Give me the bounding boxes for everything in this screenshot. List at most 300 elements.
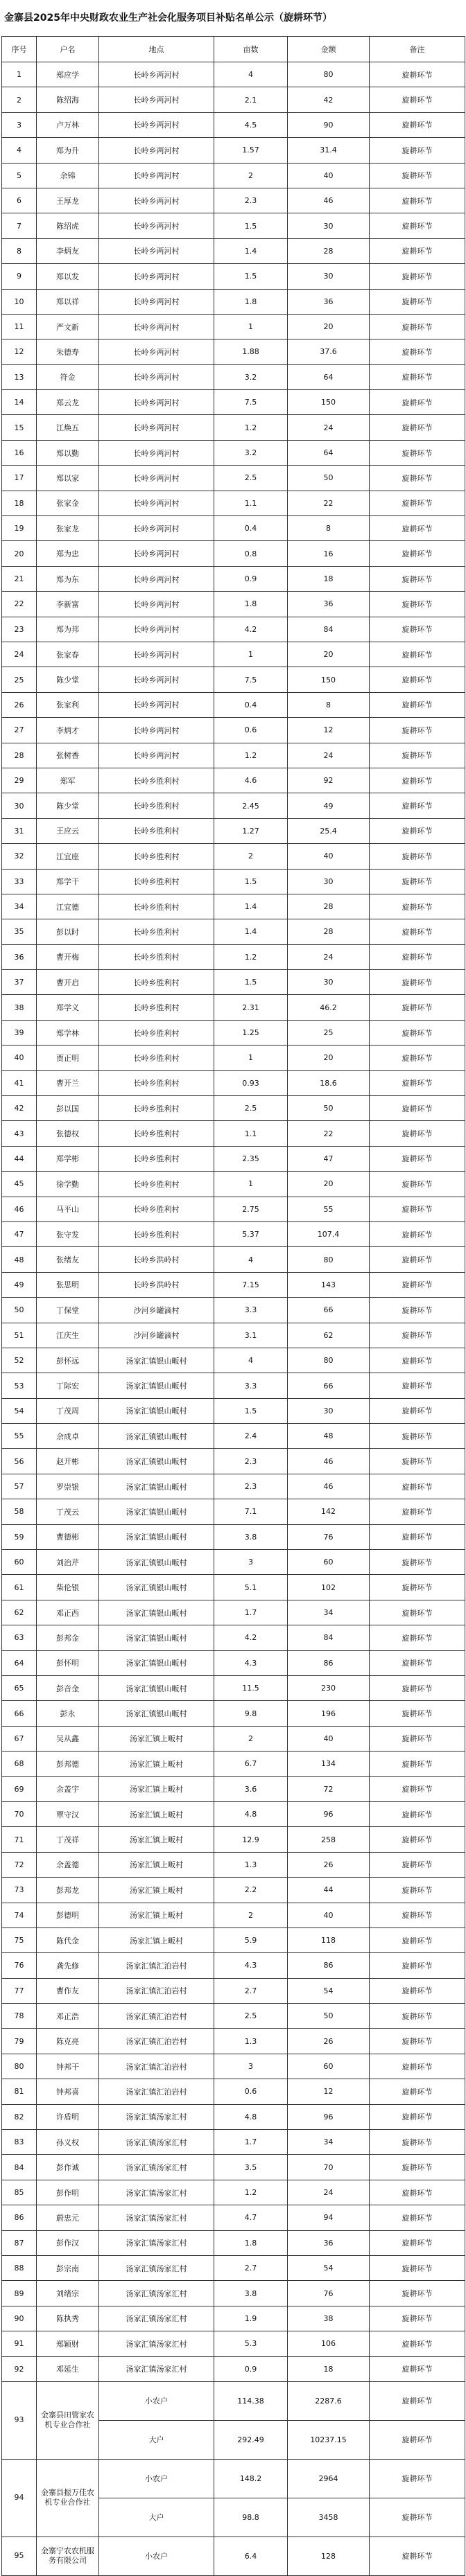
row-note: 旋耕环节 <box>370 466 465 491</box>
table-row <box>2 1172 465 1197</box>
row-name: 罗崇银 <box>37 1474 99 1499</box>
row-name: 李炳才 <box>37 718 99 743</box>
row-note: 旋耕环节 <box>370 844 465 869</box>
row-index: 76 <box>2 1953 37 1978</box>
table-row <box>2 1550 465 1575</box>
row-note: 旋耕环节 <box>370 2029 465 2054</box>
row-amount: 30 <box>288 1398 370 1423</box>
row-mu: 9.8 <box>214 1701 288 1726</box>
row-mu: 1.7 <box>214 1600 288 1625</box>
row-amount: 54 <box>288 1978 370 2003</box>
row-note: 旋耕环节 <box>370 1600 465 1625</box>
row-index: 65 <box>2 1676 37 1701</box>
row-note: 旋耕环节 <box>370 516 465 541</box>
row-place: 长岭乡胜利村 <box>99 1020 214 1045</box>
row-amount: 106 <box>288 2331 370 2356</box>
row-name: 彭作明 <box>37 2180 99 2205</box>
row-amount: 96 <box>288 1801 370 1826</box>
row-index: 21 <box>2 566 37 591</box>
row-mu: 2 <box>214 1903 288 1927</box>
row-name: 彭宗南 <box>37 2255 99 2280</box>
row-mu: 1.5 <box>214 970 288 995</box>
table-row <box>2 1978 465 2003</box>
row-mu: 3.2 <box>214 440 288 465</box>
row-mu: 5.3 <box>214 2331 288 2356</box>
header-place: 地点 <box>99 37 214 62</box>
group-sub-amount: 2287.6 <box>288 2381 370 2420</box>
row-amount: 24 <box>288 2180 370 2205</box>
row-index: 11 <box>2 314 37 339</box>
row-amount: 20 <box>288 1172 370 1197</box>
row-note: 旋耕环节 <box>370 1701 465 1726</box>
row-note: 旋耕环节 <box>370 667 465 692</box>
row-index: 67 <box>2 1726 37 1751</box>
table-row <box>2 289 465 314</box>
row-amount: 36 <box>288 289 370 314</box>
row-mu: 0.4 <box>214 692 288 717</box>
row-note: 旋耕环节 <box>370 491 465 515</box>
row-mu: 3.3 <box>214 1298 288 1323</box>
row-note: 旋耕环节 <box>370 62 465 87</box>
row-place: 长岭乡两河村 <box>99 541 214 566</box>
row-amount: 64 <box>288 364 370 389</box>
row-name: 朱德寿 <box>37 339 99 364</box>
table-row <box>2 818 465 843</box>
row-amount: 22 <box>288 491 370 515</box>
row-amount: 47 <box>288 1146 370 1171</box>
row-amount: 24 <box>288 944 370 969</box>
row-mu: 1.1 <box>214 1121 288 1146</box>
row-note: 旋耕环节 <box>370 2255 465 2280</box>
row-mu: 2.7 <box>214 1978 288 2003</box>
row-note: 旋耕环节 <box>370 1676 465 1701</box>
row-name: 卢万林 <box>37 112 99 137</box>
row-name: 许盾明 <box>37 2104 99 2129</box>
row-place: 长岭乡两河村 <box>99 87 214 112</box>
row-place: 汤家汇镇汤家汇村 <box>99 2356 214 2381</box>
row-place: 长岭乡两河村 <box>99 566 214 591</box>
row-place: 长岭乡两河村 <box>99 592 214 617</box>
row-name: 张家春 <box>37 642 99 667</box>
row-index: 54 <box>2 1398 37 1423</box>
row-place: 长岭乡两河村 <box>99 314 214 339</box>
row-amount: 50 <box>288 1096 370 1121</box>
row-name: 江焕五 <box>37 415 99 440</box>
header-amount: 金额 <box>288 37 370 62</box>
group-row <box>2 2537 465 2575</box>
row-name: 郑以家 <box>37 466 99 491</box>
group-name: 金寨县田管家农机专业合作社 <box>37 2381 99 2459</box>
table-row <box>2 1878 465 1903</box>
row-place: 长岭乡胜利村 <box>99 869 214 894</box>
row-place: 汤家汇镇银山畈村 <box>99 1575 214 1600</box>
row-amount: 31.4 <box>288 138 370 163</box>
row-index: 37 <box>2 970 37 995</box>
row-name: 钟邦喜 <box>37 2079 99 2104</box>
row-name: 柴伦银 <box>37 1575 99 1600</box>
group-row <box>2 2381 465 2420</box>
row-index: 61 <box>2 1575 37 1600</box>
row-place: 长岭乡胜利村 <box>99 1172 214 1197</box>
row-place: 汤家汇镇汇泊岩村 <box>99 2054 214 2079</box>
table-row <box>2 364 465 389</box>
row-place: 长岭乡洪岭村 <box>99 1272 214 1297</box>
row-mu: 1.57 <box>214 138 288 163</box>
row-note: 旋耕环节 <box>370 1953 465 1978</box>
row-index: 78 <box>2 2004 37 2029</box>
row-index: 20 <box>2 541 37 566</box>
row-index: 8 <box>2 238 37 263</box>
row-place: 长岭乡两河村 <box>99 238 214 263</box>
row-index: 45 <box>2 1172 37 1197</box>
row-amount: 142 <box>288 1499 370 1524</box>
group-index: 94 <box>2 2459 37 2537</box>
table-row <box>2 1752 465 1776</box>
row-place: 长岭乡两河村 <box>99 667 214 692</box>
row-place: 汤家汇镇汤家汇村 <box>99 2180 214 2205</box>
row-name: 曹开启 <box>37 970 99 995</box>
row-mu: 11.5 <box>214 1676 288 1701</box>
row-amount: 230 <box>288 1676 370 1701</box>
row-name: 丁保堂 <box>37 1298 99 1323</box>
row-place: 长岭乡胜利村 <box>99 995 214 1020</box>
table-row <box>2 1827 465 1852</box>
row-place: 汤家汇镇汇泊岩村 <box>99 2004 214 2029</box>
row-place: 长岭乡胜利村 <box>99 1070 214 1095</box>
row-mu: 7.15 <box>214 1272 288 1297</box>
table-row <box>2 2104 465 2129</box>
row-index: 70 <box>2 1801 37 1826</box>
row-amount: 16 <box>288 541 370 566</box>
row-place: 汤家汇镇银山畈村 <box>99 1650 214 1675</box>
group-row <box>2 2459 465 2498</box>
table-row <box>2 1398 465 1423</box>
row-index: 66 <box>2 1701 37 1726</box>
row-name: 江宜德 <box>37 894 99 919</box>
row-name: 覃守汉 <box>37 1801 99 1826</box>
row-place: 长岭乡胜利村 <box>99 1121 214 1146</box>
row-amount: 40 <box>288 163 370 188</box>
row-note: 旋耕环节 <box>370 2155 465 2180</box>
row-amount: 8 <box>288 516 370 541</box>
row-name: 丁际宏 <box>37 1373 99 1398</box>
row-index: 7 <box>2 213 37 238</box>
group-index: 95 <box>2 2537 37 2575</box>
group-name: 金寨宁农农机服务有限公司 <box>37 2537 99 2575</box>
row-index: 39 <box>2 1020 37 1045</box>
table-row <box>2 1070 465 1095</box>
row-mu: 2.7 <box>214 2255 288 2280</box>
row-index: 43 <box>2 1121 37 1146</box>
row-place: 长岭乡两河村 <box>99 466 214 491</box>
row-name: 郑学义 <box>37 995 99 1020</box>
group-sub-type: 小农户 <box>99 2537 214 2575</box>
row-place: 汤家汇镇上畈村 <box>99 1801 214 1826</box>
row-name: 陈少堂 <box>37 793 99 818</box>
table-row <box>2 466 465 491</box>
row-index: 85 <box>2 2180 37 2205</box>
row-note: 旋耕环节 <box>370 264 465 289</box>
row-mu: 4 <box>214 62 288 87</box>
row-mu: 3 <box>214 1550 288 1575</box>
row-amount: 150 <box>288 667 370 692</box>
row-index: 79 <box>2 2029 37 2054</box>
row-mu: 2.2 <box>214 1878 288 1903</box>
row-note: 旋耕环节 <box>370 1827 465 1852</box>
row-name: 余成卓 <box>37 1424 99 1449</box>
row-index: 53 <box>2 1373 37 1398</box>
table-row <box>2 1298 465 1323</box>
row-note: 旋耕环节 <box>370 1625 465 1650</box>
row-mu: 4.6 <box>214 768 288 793</box>
row-mu: 4.8 <box>214 1801 288 1826</box>
row-place: 汤家汇镇汤家汇村 <box>99 2155 214 2180</box>
table-row <box>2 995 465 1020</box>
row-mu: 1.4 <box>214 894 288 919</box>
row-name: 张家龙 <box>37 516 99 541</box>
row-amount: 134 <box>288 1752 370 1776</box>
row-name: 刘治芹 <box>37 1550 99 1575</box>
row-amount: 50 <box>288 466 370 491</box>
table-row <box>2 2205 465 2230</box>
table-row <box>2 2306 465 2331</box>
row-place: 汤家汇镇上畈村 <box>99 1878 214 1903</box>
row-mu: 4.2 <box>214 617 288 642</box>
row-name: 张家利 <box>37 692 99 717</box>
row-note: 旋耕环节 <box>370 1903 465 1927</box>
table-row <box>2 2155 465 2180</box>
row-name: 彭怀明 <box>37 1650 99 1675</box>
row-mu: 2.75 <box>214 1197 288 1221</box>
row-amount: 25.4 <box>288 818 370 843</box>
row-mu: 1.5 <box>214 264 288 289</box>
row-name: 李炳友 <box>37 238 99 263</box>
row-mu: 4 <box>214 1247 288 1272</box>
row-note: 旋耕环节 <box>370 2104 465 2129</box>
row-note: 旋耕环节 <box>370 1247 465 1272</box>
row-index: 6 <box>2 188 37 213</box>
group-sub-mu: 114.38 <box>214 2381 288 2420</box>
table-row <box>2 1953 465 1978</box>
row-name: 陈绍海 <box>37 87 99 112</box>
row-amount: 90 <box>288 112 370 137</box>
row-amount: 66 <box>288 1298 370 1323</box>
row-mu: 1.5 <box>214 869 288 894</box>
row-mu: 0.9 <box>214 566 288 591</box>
row-mu: 4.7 <box>214 2205 288 2230</box>
row-amount: 76 <box>288 2281 370 2306</box>
row-amount: 34 <box>288 2130 370 2155</box>
row-amount: 38 <box>288 2306 370 2331</box>
row-place: 长岭乡胜利村 <box>99 1146 214 1171</box>
table-row <box>2 566 465 591</box>
row-mu: 1.8 <box>214 592 288 617</box>
row-place: 汤家汇镇上畈村 <box>99 1903 214 1927</box>
table-row <box>2 1020 465 1045</box>
table-row <box>2 2029 465 2054</box>
row-name: 陈少堂 <box>37 667 99 692</box>
row-name: 彭以国 <box>37 1096 99 1121</box>
row-amount: 34 <box>288 1600 370 1625</box>
row-amount: 28 <box>288 238 370 263</box>
row-place: 汤家汇镇上畈村 <box>99 1776 214 1801</box>
row-mu: 4 <box>214 1348 288 1373</box>
row-index: 4 <box>2 138 37 163</box>
table-row <box>2 62 465 87</box>
row-note: 旋耕环节 <box>370 793 465 818</box>
row-note: 旋耕环节 <box>370 1524 465 1549</box>
table-row <box>2 1046 465 1070</box>
row-place: 长岭乡两河村 <box>99 264 214 289</box>
row-note: 旋耕环节 <box>370 1096 465 1121</box>
row-index: 88 <box>2 2255 37 2280</box>
subsidy-table <box>1 36 465 2576</box>
row-note: 旋耕环节 <box>370 1978 465 2003</box>
row-note: 旋耕环节 <box>370 2205 465 2230</box>
group-sub-note: 旋耕环节 <box>370 2459 465 2498</box>
row-index: 74 <box>2 1903 37 1927</box>
table-row <box>2 793 465 818</box>
row-place: 汤家汇镇银山畈村 <box>99 1474 214 1499</box>
row-note: 旋耕环节 <box>370 415 465 440</box>
row-amount: 80 <box>288 1348 370 1373</box>
table-row <box>2 1701 465 1726</box>
row-mu: 1 <box>214 1172 288 1197</box>
row-place: 长岭乡两河村 <box>99 718 214 743</box>
row-note: 旋耕环节 <box>370 2054 465 2079</box>
table-row <box>2 2054 465 2079</box>
row-amount: 44 <box>288 1878 370 1903</box>
row-place: 汤家汇镇银山畈村 <box>99 1348 214 1373</box>
row-name: 严文新 <box>37 314 99 339</box>
row-amount: 18.6 <box>288 1070 370 1095</box>
row-name: 江宜座 <box>37 844 99 869</box>
row-note: 旋耕环节 <box>370 1801 465 1826</box>
row-place: 长岭乡胜利村 <box>99 1096 214 1121</box>
table-row <box>2 2230 465 2255</box>
table-row <box>2 1272 465 1297</box>
row-name: 彭邦德 <box>37 1752 99 1776</box>
row-name: 张思明 <box>37 1272 99 1297</box>
row-name: 曹开梅 <box>37 944 99 969</box>
row-amount: 37.6 <box>288 339 370 364</box>
row-mu: 2.3 <box>214 1474 288 1499</box>
row-index: 10 <box>2 289 37 314</box>
row-amount: 54 <box>288 2255 370 2280</box>
row-name: 郑学林 <box>37 1020 99 1045</box>
row-note: 旋耕环节 <box>370 1550 465 1575</box>
row-mu: 0.8 <box>214 541 288 566</box>
table-row <box>2 667 465 692</box>
row-index: 34 <box>2 894 37 919</box>
row-amount: 84 <box>288 1625 370 1650</box>
row-amount: 60 <box>288 2054 370 2079</box>
row-place: 汤家汇镇汇泊岩村 <box>99 2079 214 2104</box>
row-amount: 196 <box>288 1701 370 1726</box>
row-amount: 46 <box>288 1474 370 1499</box>
table-row <box>2 2004 465 2029</box>
row-amount: 70 <box>288 2155 370 2180</box>
row-amount: 20 <box>288 314 370 339</box>
row-place: 汤家汇镇银山畈村 <box>99 1524 214 1549</box>
row-amount: 50 <box>288 2004 370 2029</box>
row-mu: 2.4 <box>214 1424 288 1449</box>
table-row <box>2 1903 465 1927</box>
table-row <box>2 743 465 768</box>
row-index: 40 <box>2 1046 37 1070</box>
row-mu: 12.9 <box>214 1827 288 1852</box>
table-row <box>2 944 465 969</box>
row-index: 55 <box>2 1424 37 1449</box>
row-place: 汤家汇镇汤家汇村 <box>99 2205 214 2230</box>
row-place: 汤家汇镇汤家汇村 <box>99 2255 214 2280</box>
row-name: 孙义权 <box>37 2130 99 2155</box>
row-place: 长岭乡胜利村 <box>99 894 214 919</box>
row-mu: 1 <box>214 314 288 339</box>
table-row <box>2 1726 465 1751</box>
row-mu: 7.1 <box>214 1499 288 1524</box>
row-place: 汤家汇镇银山畈村 <box>99 1499 214 1524</box>
row-place: 汤家汇镇银山畈村 <box>99 1424 214 1449</box>
table-row <box>2 2356 465 2381</box>
row-place: 汤家汇镇汤家汇村 <box>99 2281 214 2306</box>
row-index: 49 <box>2 1272 37 1297</box>
row-mu: 2.5 <box>214 2004 288 2029</box>
row-note: 旋耕环节 <box>370 642 465 667</box>
table-body <box>2 62 465 2576</box>
row-note: 旋耕环节 <box>370 1272 465 1297</box>
row-index: 16 <box>2 440 37 465</box>
row-place: 汤家汇镇汇泊岩村 <box>99 1953 214 1978</box>
row-name: 张树香 <box>37 743 99 768</box>
row-name: 余盖德 <box>37 1852 99 1877</box>
row-name: 刘绪宗 <box>37 2281 99 2306</box>
row-place: 长岭乡两河村 <box>99 112 214 137</box>
table-row <box>2 642 465 667</box>
row-place: 长岭乡两河村 <box>99 440 214 465</box>
row-amount: 143 <box>288 1272 370 1297</box>
row-note: 旋耕环节 <box>370 2130 465 2155</box>
row-note: 旋耕环节 <box>370 2230 465 2255</box>
row-index: 5 <box>2 163 37 188</box>
table-row <box>2 1449 465 1474</box>
row-index: 84 <box>2 2155 37 2180</box>
row-name: 曹开兰 <box>37 1070 99 1095</box>
row-amount: 36 <box>288 592 370 617</box>
group-sub-type: 大户 <box>99 2420 214 2459</box>
row-place: 长岭乡胜利村 <box>99 944 214 969</box>
row-index: 13 <box>2 364 37 389</box>
row-mu: 1.2 <box>214 415 288 440</box>
row-index: 22 <box>2 592 37 617</box>
row-place: 长岭乡两河村 <box>99 138 214 163</box>
row-note: 旋耕环节 <box>370 163 465 188</box>
row-index: 31 <box>2 818 37 843</box>
row-name: 余盖宇 <box>37 1776 99 1801</box>
row-amount: 28 <box>288 894 370 919</box>
row-mu: 0.4 <box>214 516 288 541</box>
row-index: 91 <box>2 2331 37 2356</box>
table-row <box>2 1373 465 1398</box>
row-place: 汤家汇镇上畈村 <box>99 1852 214 1877</box>
row-index: 92 <box>2 2356 37 2381</box>
row-name: 郑学彬 <box>37 1146 99 1171</box>
row-mu: 2.5 <box>214 1096 288 1121</box>
row-place: 汤家汇镇银山畈村 <box>99 1625 214 1650</box>
table-row <box>2 1927 465 1952</box>
row-name: 彭作汉 <box>37 2230 99 2255</box>
table-row <box>2 1676 465 1701</box>
